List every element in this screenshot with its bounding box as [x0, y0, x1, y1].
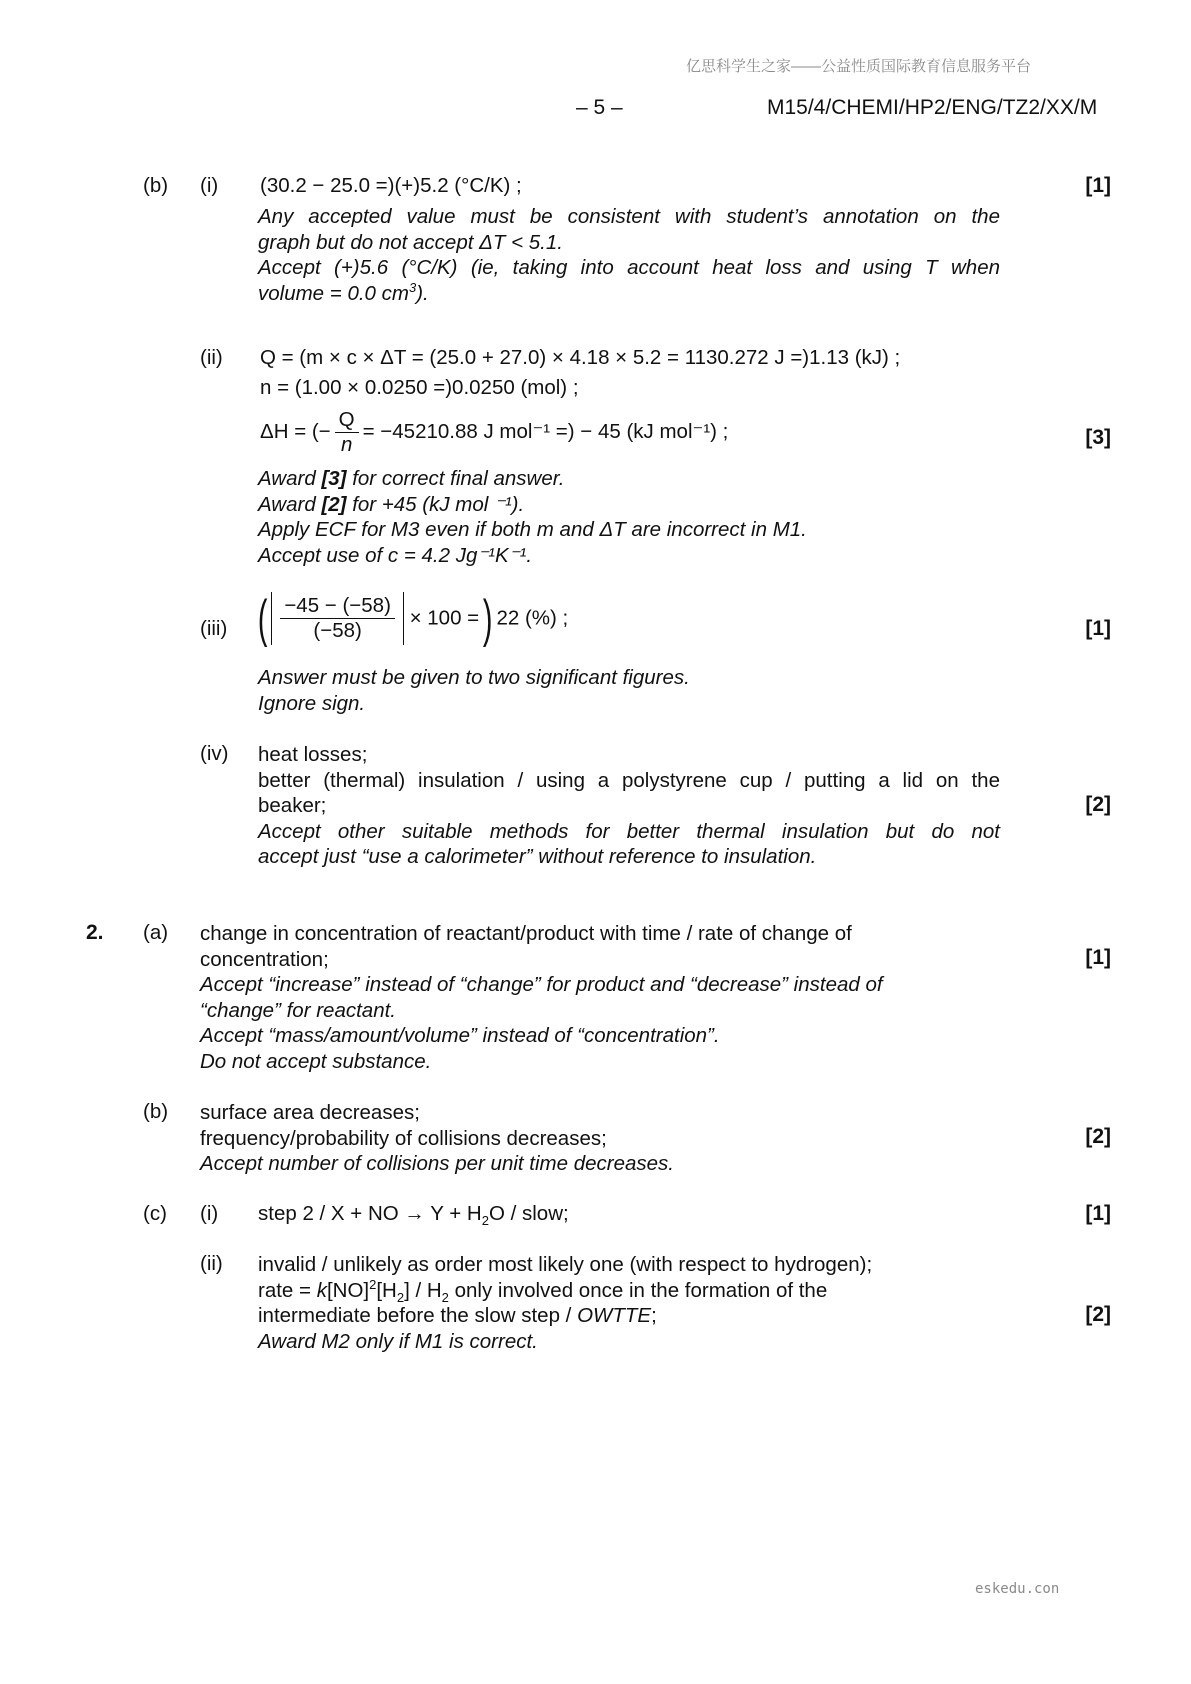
q1b-iii-notes [258, 665, 690, 716]
q1b-ii-note3: Apply ECF for M3 even if both m and ΔT are incorrect in M1. [258, 518, 807, 541]
q1b-ii-line2: n = (1.00 × 0.0250 =)0.0250 (mol) ; [260, 376, 579, 399]
q1b-iv-note1a: Accept other suitable methods for better thermal insulation but do not [258, 819, 1000, 843]
q1b-i-answer: (30.2 − 25.0 =)(+)5.2 (°C/K) ; [260, 174, 522, 197]
q2-number: 2. [86, 921, 104, 944]
q1b-ii-notes [258, 466, 1000, 568]
q2c-ii-marks: [2] [1085, 1303, 1111, 1326]
q2c-ii-body [258, 1252, 1000, 1354]
doc-code: M15/4/CHEMI/HP2/ENG/TZ2/XX/M [767, 96, 1098, 119]
q1b-i-note2a: Accept (+)5.6 (°C/K) (ie, taking into account heat loss and using T when [258, 256, 1000, 279]
q1b-ii-fraction: $\frac{Q}{n}$ [335, 408, 359, 457]
q2b-line1: surface area decreases; [200, 1101, 420, 1124]
q2b-line2: frequency/probability of collisions decreases; [200, 1126, 607, 1150]
watermark-bottom: eskedu.con [975, 1581, 1060, 1597]
q2c-i-marks: [1] [1085, 1202, 1111, 1225]
q1b-iv-label: (iv) [200, 742, 229, 765]
q2a-note1: Accept “increase” instead of “change” for product and “decrease” instead of [200, 973, 883, 996]
page-number: – 5 – [576, 96, 623, 119]
q2a-line1: change in concentration of reactant/product with time / rate of change of [200, 922, 852, 945]
q2b-label: (b) [143, 1100, 169, 1123]
q2a-marks: [1] [1085, 946, 1111, 969]
q1b-iii-label: (iii) [200, 617, 228, 640]
q1b-iii-note2: Ignore sign. [258, 691, 366, 715]
q1b-i-note2b: volume = 0.0 $cm^3$). [258, 279, 429, 305]
q1b-iv-line1: heat losses; [258, 743, 368, 766]
q2c-ii-line2: rate = $k[NO]^2[H_2] / H_2$ only involved once in the formation of the [258, 1276, 828, 1305]
q2c-ii-note1: Award M2 only if M1 is correct. [258, 1329, 538, 1353]
q1b-iii-note1: Answer must be given to two significant figures. [258, 666, 690, 689]
q1b-i-marks: [1] [1085, 174, 1111, 197]
q1b-iv-line2b: beaker; [258, 794, 327, 817]
q2a-label: (a) [143, 921, 169, 944]
q2a-note4: Do not accept substance. [200, 1049, 432, 1073]
q1b-i-note1b: graph but do not accept ΔT < 5.1. [258, 230, 563, 254]
q1b-ii-label: (ii) [200, 346, 223, 369]
q1b-ii-line3: ΔH = (− $\frac{Q}{n}$ = −45210.88 J mol⁻¹ =) − 45 (kJ mol⁻¹) ; [260, 408, 729, 456]
q1b-i-label: (i) [200, 174, 219, 197]
q2c-i-text: step 2 / X + NO → $Y + H_2O$ / slow; [258, 1202, 569, 1229]
q2c-ii-line1: invalid / unlikely as order most likely one (with respect to hydrogen); [258, 1253, 873, 1276]
q2c-i-label: (i) [200, 1202, 219, 1225]
q1b-iv-marks: [2] [1085, 793, 1111, 816]
q1b-iv-note1b: accept just “use a calorimeter” without reference to insulation. [258, 845, 817, 868]
q2c-ii-label: (ii) [200, 1252, 223, 1275]
q1b-iv-line2a: better (thermal) insulation / using a polystyrene cup / putting a lid on the [258, 768, 1000, 792]
q2c-ii-line3: intermediate before the slow step / OWTTE; [258, 1304, 657, 1327]
q2b-body [200, 1100, 1000, 1177]
q2a-line2: concentration; [200, 947, 329, 971]
q1b-ii-note2: Award [2] for +45 (kJ mol ⁻¹). [258, 492, 525, 516]
watermark-top: 亿思科学生之家——公益性质国际教育信息服务平台 [686, 58, 1032, 75]
q1b-iii-expression: ( $\frac{-45 - (-58)}{(-58)}$ × 100 =) 22 (%) ; [257, 589, 569, 648]
q1b-ii-line1: Q = (m × c × ΔT = (25.0 + 27.0) × 4.18 × 5.2 = 1130.272 J =)1.13 (kJ) ; [260, 346, 901, 369]
q2b-marks: [2] [1085, 1125, 1111, 1148]
q1b-label: (b) [143, 174, 169, 197]
q1b-ii-marks: [3] [1085, 426, 1111, 449]
q2c-label: (c) [143, 1202, 167, 1225]
q1b-iii-marks: [1] [1085, 617, 1111, 640]
q2a-note3: Accept “mass/amount/volume” instead of “concentration”. [200, 1024, 720, 1047]
q2a-note2: “change” for reactant. [200, 998, 396, 1022]
q1b-i-note1a: Any accepted value must be consistent with student’s annotation on the [258, 205, 1000, 228]
q1b-ii-note1: Award [3] for correct final answer. [258, 467, 565, 490]
q1b-ii-note4: Accept use of c = 4.2 Jg⁻¹K⁻¹. [258, 543, 533, 567]
q1b-iv-body [258, 742, 1000, 870]
q2a-body [200, 921, 1000, 1074]
q1b-i-notes [258, 204, 1000, 306]
q2b-note1: Accept number of collisions per unit time decreases. [200, 1152, 675, 1175]
